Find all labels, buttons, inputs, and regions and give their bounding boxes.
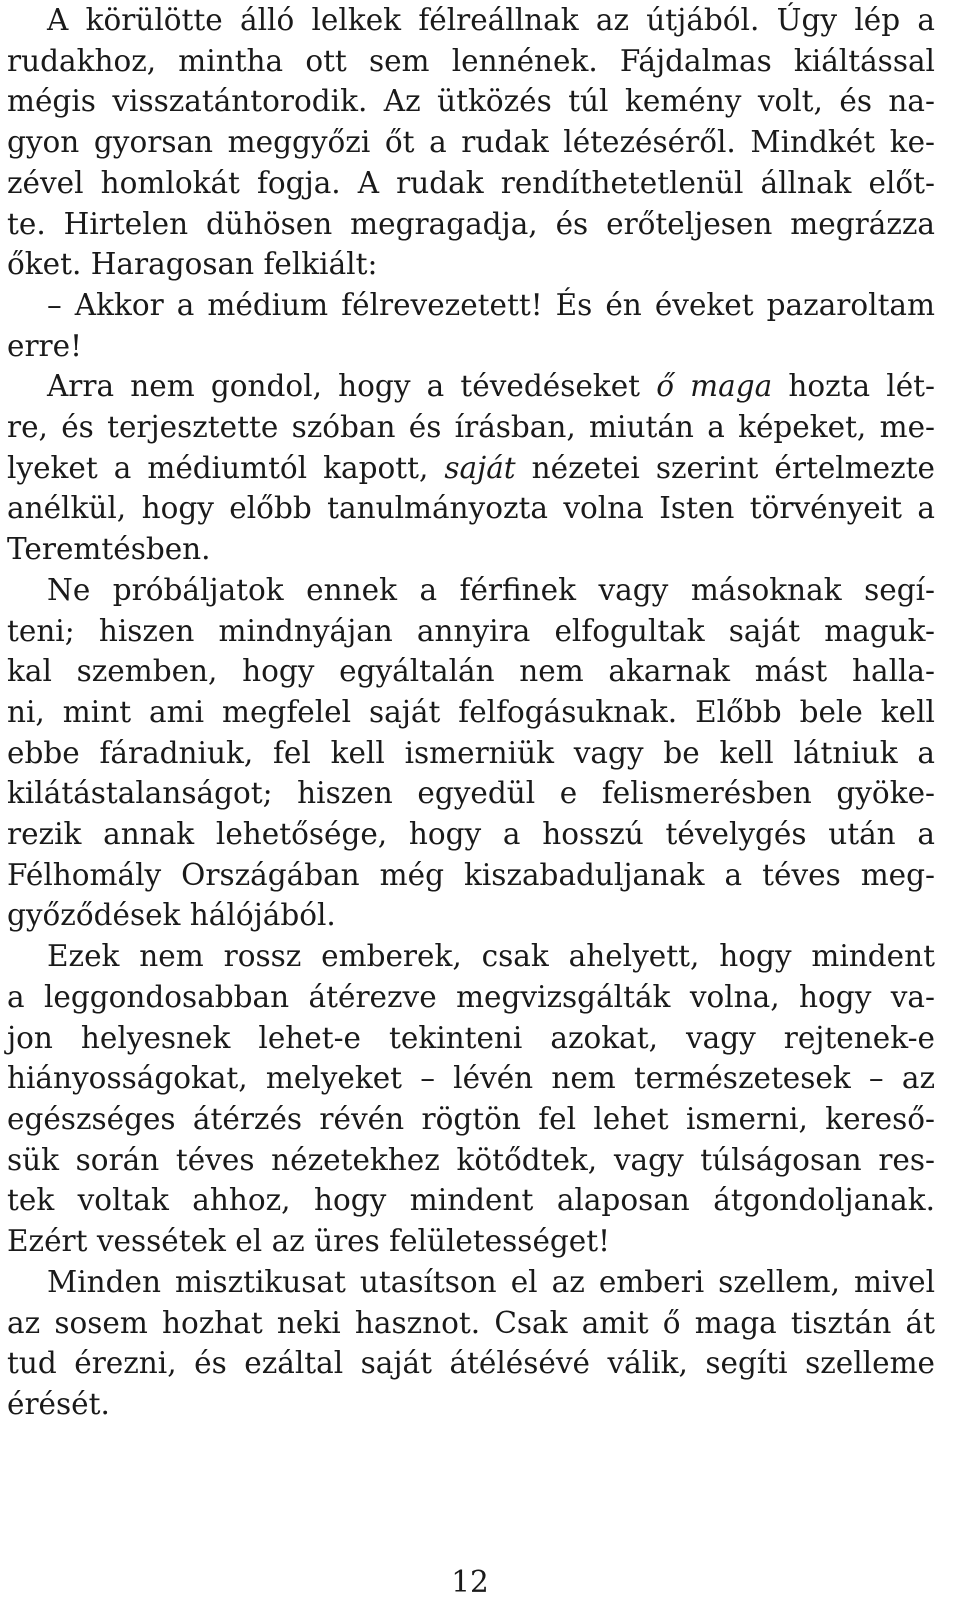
body-text: [7, 0, 935, 1425]
text-line: – Akkor a médium félrevezetett! És én éveket pazaroltam: [47, 287, 935, 322]
text-line: zével homlokát fogja. A rudak rendíthetetlenül állnak előt-: [7, 165, 935, 200]
text-line: Ne próbáljatok ennek a férfinek vagy másoknak segí-: [47, 572, 935, 607]
text-line: Arra nem gondol, hogy a tévedéseket ő maga hozta lét-: [47, 369, 935, 404]
text-line: őket. Haragosan felkiált:: [7, 247, 378, 282]
text-line: mégis visszatántorodik. Az ütközés túl kemény volt, és na-: [7, 84, 935, 119]
text-line: A körülötte álló lelkek félreállnak az útjából. Úgy lép a: [47, 3, 935, 37]
text-line: tud érezni, és ezáltal saját átélésévé válik, segíti szelleme: [7, 1346, 935, 1381]
italic-text: ő maga: [656, 369, 773, 404]
text-line: Ezek nem rossz emberek, csak ahelyett, hogy mindent: [47, 939, 935, 974]
text-line: érését.: [7, 1386, 110, 1421]
text-line: rudakhoz, mintha ott sem lennének. Fájdalmas kiáltással: [7, 43, 935, 78]
text-line: teni; hiszen mindnyájan annyira elfogultak saját maguk-: [7, 613, 935, 648]
italic-text: saját: [444, 450, 516, 485]
text-line: Félhomály Országában még kiszabaduljanak a téves meg-: [7, 857, 935, 892]
text-line: egészséges átérzés révén rögtön fel lehet ismerni, kereső-: [7, 1101, 935, 1136]
text-line: gyon gyorsan meggyőzi őt a rudak létezéséről. Mindkét ke-: [7, 125, 935, 160]
text-line: lyeket a médiumtól kapott, saját nézetei szerint értelmezte: [7, 450, 935, 485]
text-line: anélkül, hogy előbb tanulmányozta volna Isten törvényeit a: [7, 491, 935, 526]
text-line: jon helyesnek lehet-e tekinteni azokat, vagy rejtenek-e: [7, 1020, 935, 1055]
text-line: rezik annak lehetősége, hogy a hosszú tévelygés után a: [7, 817, 935, 852]
text-line: hiányosságokat, melyeket – lévén nem természetesek – az: [7, 1061, 935, 1096]
text-line: ebbe fáradniuk, fel kell ismerniük vagy be kell látniuk a: [7, 735, 935, 770]
text-line: Teremtésben.: [7, 532, 211, 567]
text-line: re, és terjesztette szóban és írásban, miután a képeket, me-: [7, 410, 935, 445]
text-line: győződések hálójából.: [7, 898, 336, 933]
text-line: kal szemben, hogy egyáltalán nem akarnak mást halla-: [7, 654, 935, 689]
text-line: te. Hirtelen dühösen megragadja, és erőteljesen megrázza: [7, 206, 935, 241]
text-line: Ezért vessétek el az üres felületességet!: [7, 1224, 610, 1259]
text-line: kilátástalanságot; hiszen egyedül e felismerésben gyöke-: [7, 776, 935, 811]
text-line: a leggondosabban átérezve megvizsgálták volna, hogy va-: [7, 979, 935, 1014]
text-line: erre!: [7, 328, 82, 363]
text-line: Minden misztikusat utasítson el az emberi szellem, mivel: [47, 1264, 935, 1299]
document-page: [7, 0, 935, 1607]
text-line: tek voltak ahhoz, hogy mindent alaposan átgondoljanak.: [7, 1183, 935, 1218]
text-line: az sosem hozhat neki hasznot. Csak amit ő maga tisztán át: [7, 1305, 935, 1340]
page-number: 12: [451, 1565, 489, 1599]
text-line: sük során téves nézetekhez kötődtek, vagy túlságosan res-: [7, 1142, 935, 1177]
text-line: ni, mint ami megfelel saját felfogásuknak. Előbb bele kell: [7, 694, 935, 729]
